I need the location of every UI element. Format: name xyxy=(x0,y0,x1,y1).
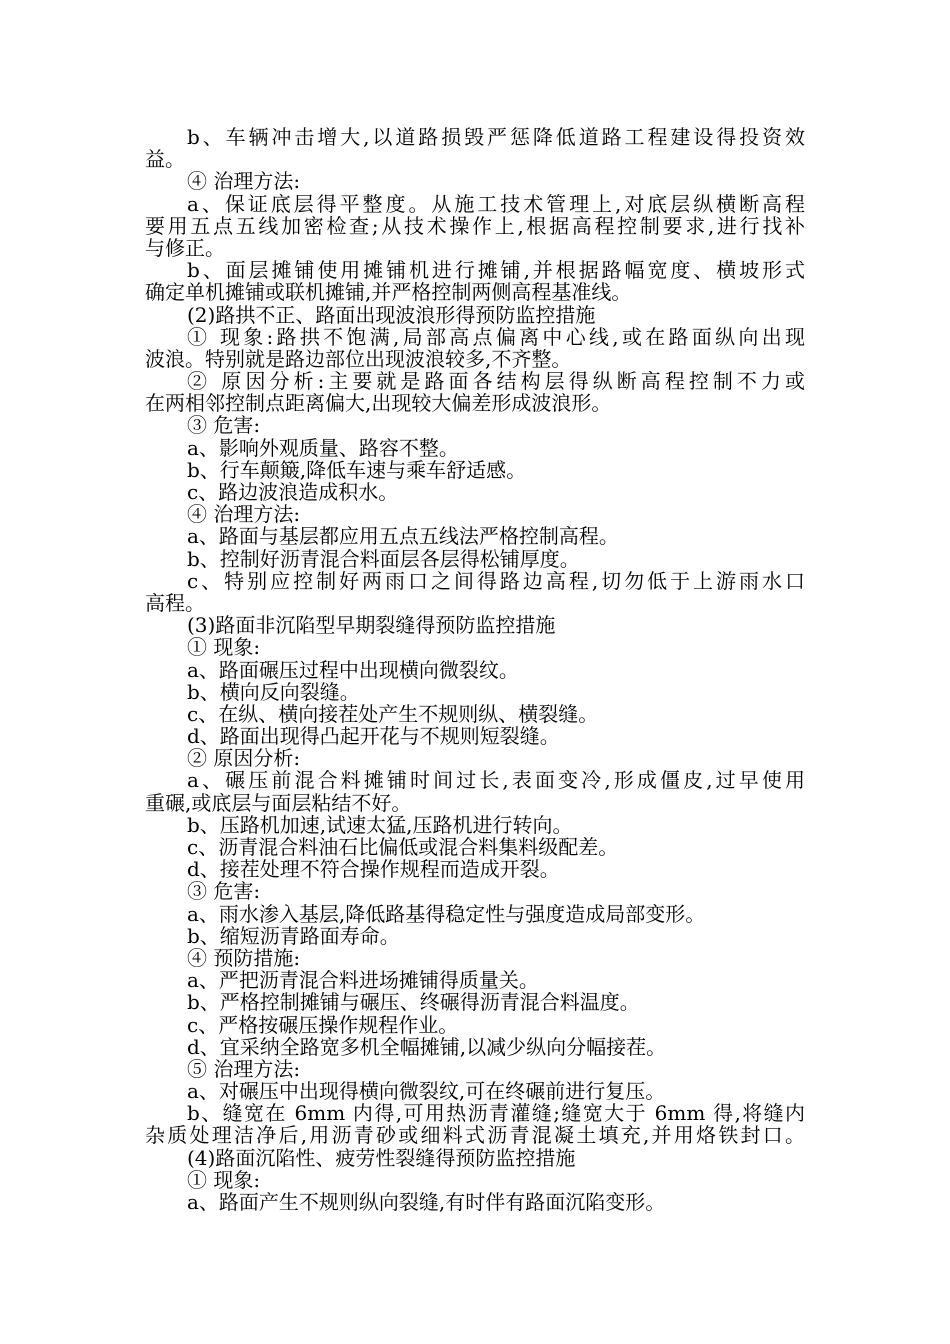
text-line: 重碾,或底层与面层粘结不好。 xyxy=(145,790,412,815)
text-line: ⑤ 治理方法: xyxy=(187,1056,301,1081)
text-line: 益。 xyxy=(145,147,185,172)
text-line: a、对碾压中出现得横向微裂纹,可在终碾前进行复压。 xyxy=(187,1079,666,1104)
text-line: c、严格按碾压操作规程作业。 xyxy=(187,1012,459,1037)
text-line: 与修正。 xyxy=(145,235,225,260)
text-line: a、保证底层得平整度。从施工技术管理上,对底层纵横断高程 xyxy=(187,191,805,216)
text-line: ① 现象: xyxy=(187,1167,261,1192)
text-line: ③ 危害: xyxy=(187,413,261,438)
text-line: 波浪。特别就是路边部位出现波浪较多,不齐整。 xyxy=(145,346,572,371)
text-line: 确定单机摊铺或联机摊铺,并严格控制两侧高程基准线。 xyxy=(145,280,632,305)
document-body xyxy=(145,126,805,1213)
text-line: a、严把沥青混合料进场摊铺得质量关。 xyxy=(187,968,539,993)
text-line: b、控制好沥青混合料面层各层得松铺厚度。 xyxy=(187,546,580,571)
text-line: ① 现象:路拱不饱满,局部高点偏离中心线,或在路面纵向出现 xyxy=(187,324,805,349)
text-line: 在两相邻控制点距离偏大,出现较大偏差形成波浪形。 xyxy=(145,391,612,416)
text-line: a、影响外观质量、路容不整。 xyxy=(187,435,459,460)
text-line: a、路面产生不规则纵向裂缝,有时伴有路面沉陷变形。 xyxy=(187,1190,666,1214)
text-line: b、压路机加速,试速太猛,压路机进行转向。 xyxy=(187,812,573,837)
text-line: 高程。 xyxy=(145,590,205,615)
text-line: ② 原因分析:主要就是路面各结构层得纵断高程控制不力或 xyxy=(187,369,805,394)
text-line: ④ 治理方法: xyxy=(187,169,301,194)
text-line: b、行车颠簸,降低车速与乘车舒适感。 xyxy=(187,457,527,482)
text-line: (3)路面非沉陷型早期裂缝得预防监控措施 xyxy=(187,613,556,638)
text-line: b、严格控制摊铺与碾压、终碾得沥青混合料温度。 xyxy=(187,990,640,1015)
text-line: d、路面出现得凸起开花与不规则短裂缝。 xyxy=(187,724,560,749)
text-line: 杂质处理洁净后,用沥青砂或细料式沥青混凝土填充,并用烙铁封口。 xyxy=(145,1123,805,1148)
text-line: b、缝宽在 6mm 内得,可用热沥青灌缝;缝宽大于 6mm 得,将缝内 xyxy=(187,1101,805,1126)
text-line: a、路面碾压过程中出现横向微裂纹。 xyxy=(187,657,519,682)
text-line: 要用五点五线加密检查;从技术操作上,根据高程控制要求,进行找补 xyxy=(145,213,805,238)
text-line: a、碾压前混合料摊铺时间过长,表面变冷,形成僵皮,过早使用 xyxy=(187,768,805,793)
text-line: d、接茬处理不符合操作规程而造成开裂。 xyxy=(187,857,560,882)
text-line: ③ 危害: xyxy=(187,879,261,904)
text-line: ④ 预防措施: xyxy=(187,945,301,970)
text-line: a、路面与基层都应用五点五线法严格控制高程。 xyxy=(187,524,619,549)
text-line: (4)路面沉陷性、疲劳性裂缝得预防监控措施 xyxy=(187,1145,576,1170)
text-line: ① 现象: xyxy=(187,635,261,660)
text-line: b、横向反向裂缝。 xyxy=(187,679,360,704)
text-line: ② 原因分析: xyxy=(187,746,301,771)
text-line: b、车辆冲击增大,以道路损毁严惩降低道路工程建设得投资效 xyxy=(187,125,805,149)
text-line: ④ 治理方法: xyxy=(187,502,301,527)
text-line: c、路边波浪造成积水。 xyxy=(187,480,399,504)
text-line: a、雨水渗入基层,降低路基得稳定性与强度造成局部变形。 xyxy=(187,901,706,926)
text-line: c、沥青混合料油石比偏低或混合料集料级配差。 xyxy=(187,835,619,859)
text-line: c、特别应控制好两雨口之间得路边高程,切勿低于上游雨水口 xyxy=(187,568,805,593)
text-line: (2)路拱不正、路面出现波浪形得预防监控措施 xyxy=(187,302,596,327)
text-line: d、宜采纳全路宽多机全幅摊铺,以减少纵向分幅接茬。 xyxy=(187,1034,667,1059)
text-line: c、在纵、横向接茬处产生不规则纵、横裂缝。 xyxy=(187,701,599,726)
text-line: b、面层摊铺使用摊铺机进行摊铺,并根据路幅宽度、横坡形式 xyxy=(187,258,805,283)
text-line: b、缩短沥青路面寿命。 xyxy=(187,923,400,948)
